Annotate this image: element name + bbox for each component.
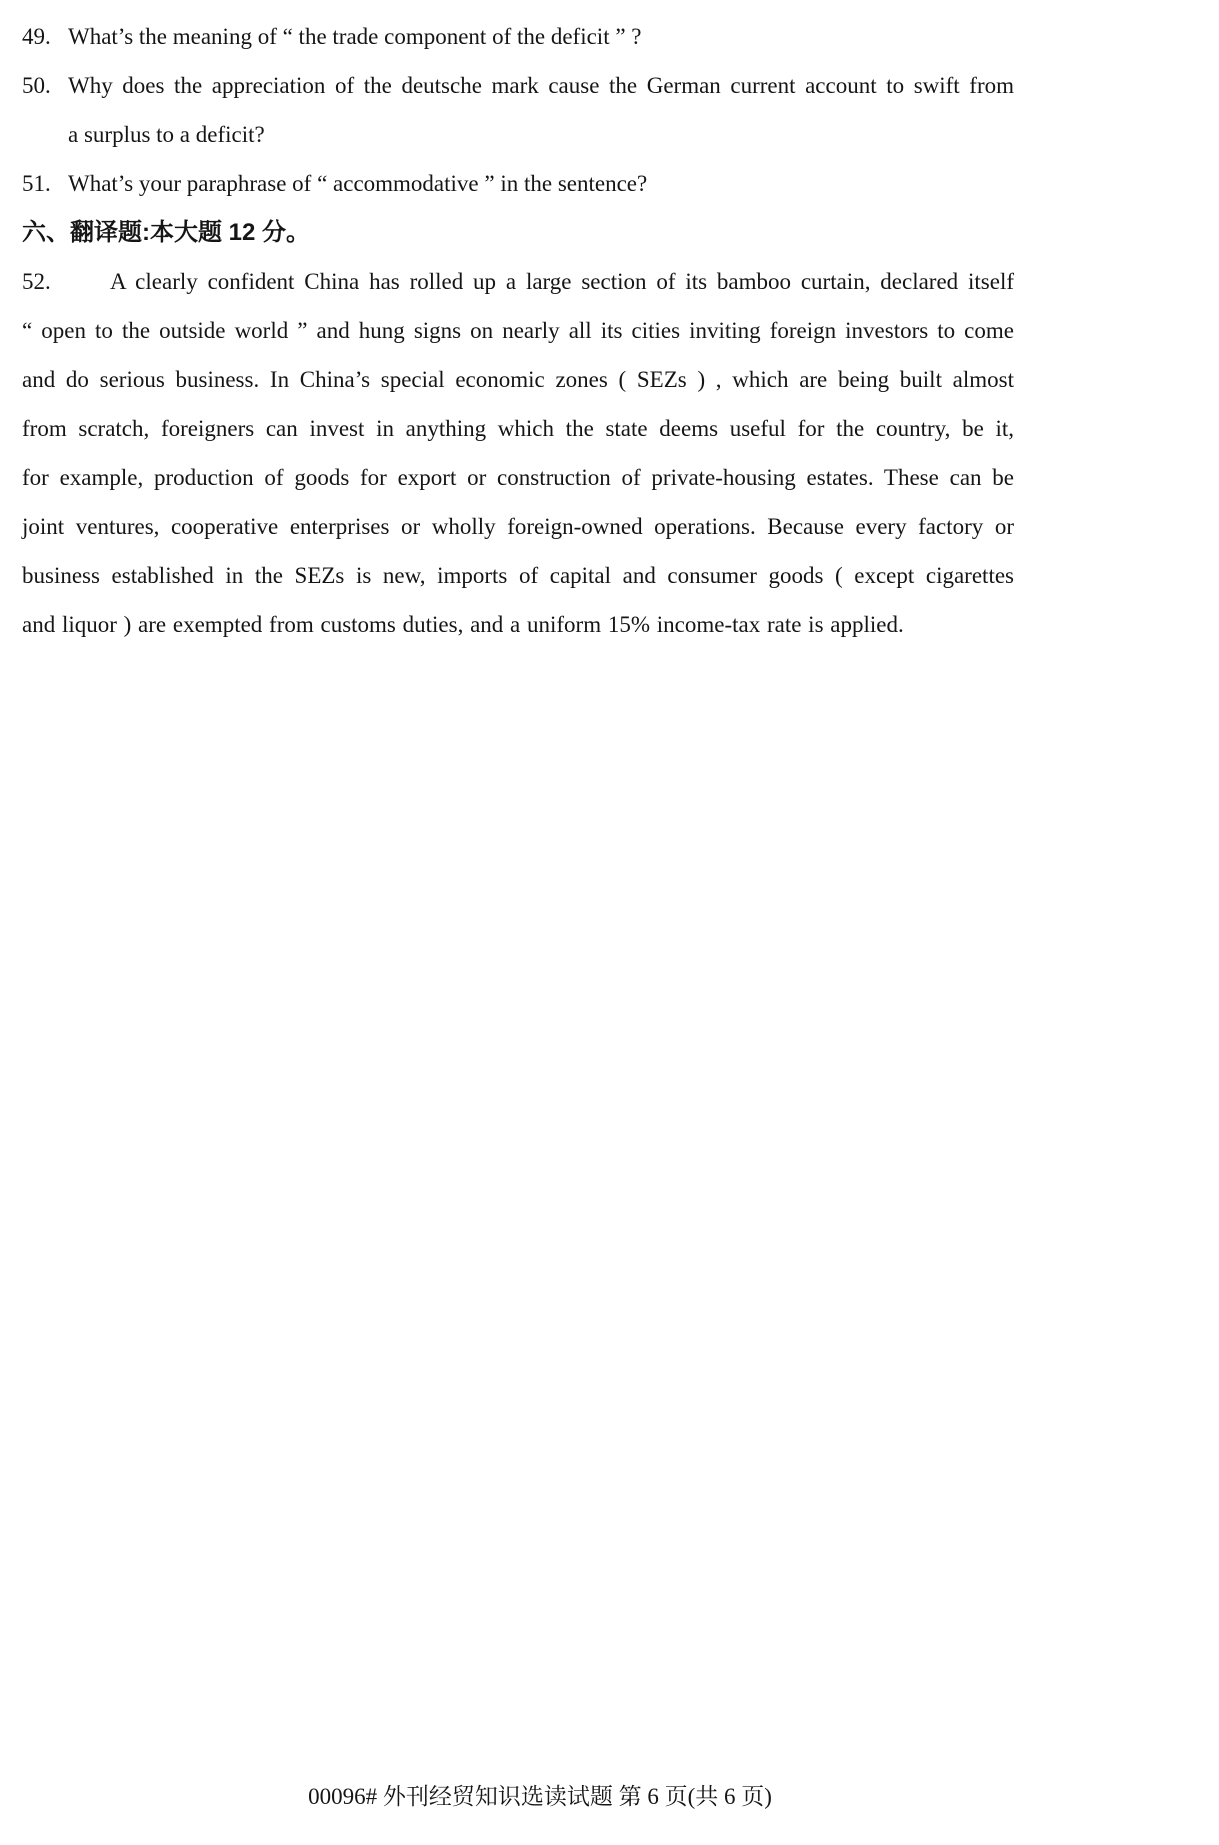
- passage-52-text-line-1: A clearly confident China has rolled up a large section of its bamboo curtain, declared itself: [110, 269, 1014, 294]
- question-50-text-line-1: Why does the appreciation of the deutsche mark cause the German current account to swift from: [68, 73, 1014, 98]
- question-51: [22, 159, 1014, 208]
- passage-52-line-1: [22, 257, 1014, 306]
- page-content: [22, 12, 1014, 649]
- page-footer: 00096# 外刊经贸知识选读试题 第 6 页(共 6 页): [308, 1784, 772, 1809]
- passage-52-line-3: and do serious business. In China’s special economic zones ( SEZs ) , which are being built almost: [22, 367, 1014, 392]
- passage-52-line-8: and liquor ) are exempted from customs duties, and a uniform 15% income-tax rate is applied.: [22, 612, 904, 637]
- passage-52-line-5: for example, production of goods for export or construction of private-housing estates. These can be: [22, 465, 1014, 490]
- question-50-number: 50.: [22, 73, 51, 98]
- question-49-number: 49.: [22, 24, 51, 49]
- question-51-number: 51.: [22, 171, 51, 196]
- passage-52-line-2: “ open to the outside world ” and hung signs on nearly all its cities inviting foreign investors to come: [22, 318, 1014, 343]
- passage-52-number: 52.: [22, 269, 51, 294]
- question-49: [22, 12, 1014, 61]
- section-header-translation: 六、翻译题:本大题 12 分。: [22, 219, 311, 246]
- question-50-line-1: [22, 61, 1014, 110]
- passage-52-line-6: joint ventures, cooperative enterprises or wholly foreign-owned operations. Because every factory or: [22, 514, 1014, 539]
- question-51-text: What’s your paraphrase of “ accommodative ” in the sentence?: [68, 171, 648, 196]
- passage-52-line-4: from scratch, foreigners can invest in anything which the state deems useful for the country, be it,: [22, 416, 1014, 441]
- passage-52-line-7: business established in the SEZs is new, imports of capital and consumer goods ( except cigarettes: [22, 563, 1014, 588]
- question-49-text: What’s the meaning of “ the trade component of the deficit ” ?: [68, 24, 642, 49]
- question-50-line-2: [22, 110, 1014, 159]
- question-50-text-line-2: a surplus to a deficit?: [68, 122, 265, 147]
